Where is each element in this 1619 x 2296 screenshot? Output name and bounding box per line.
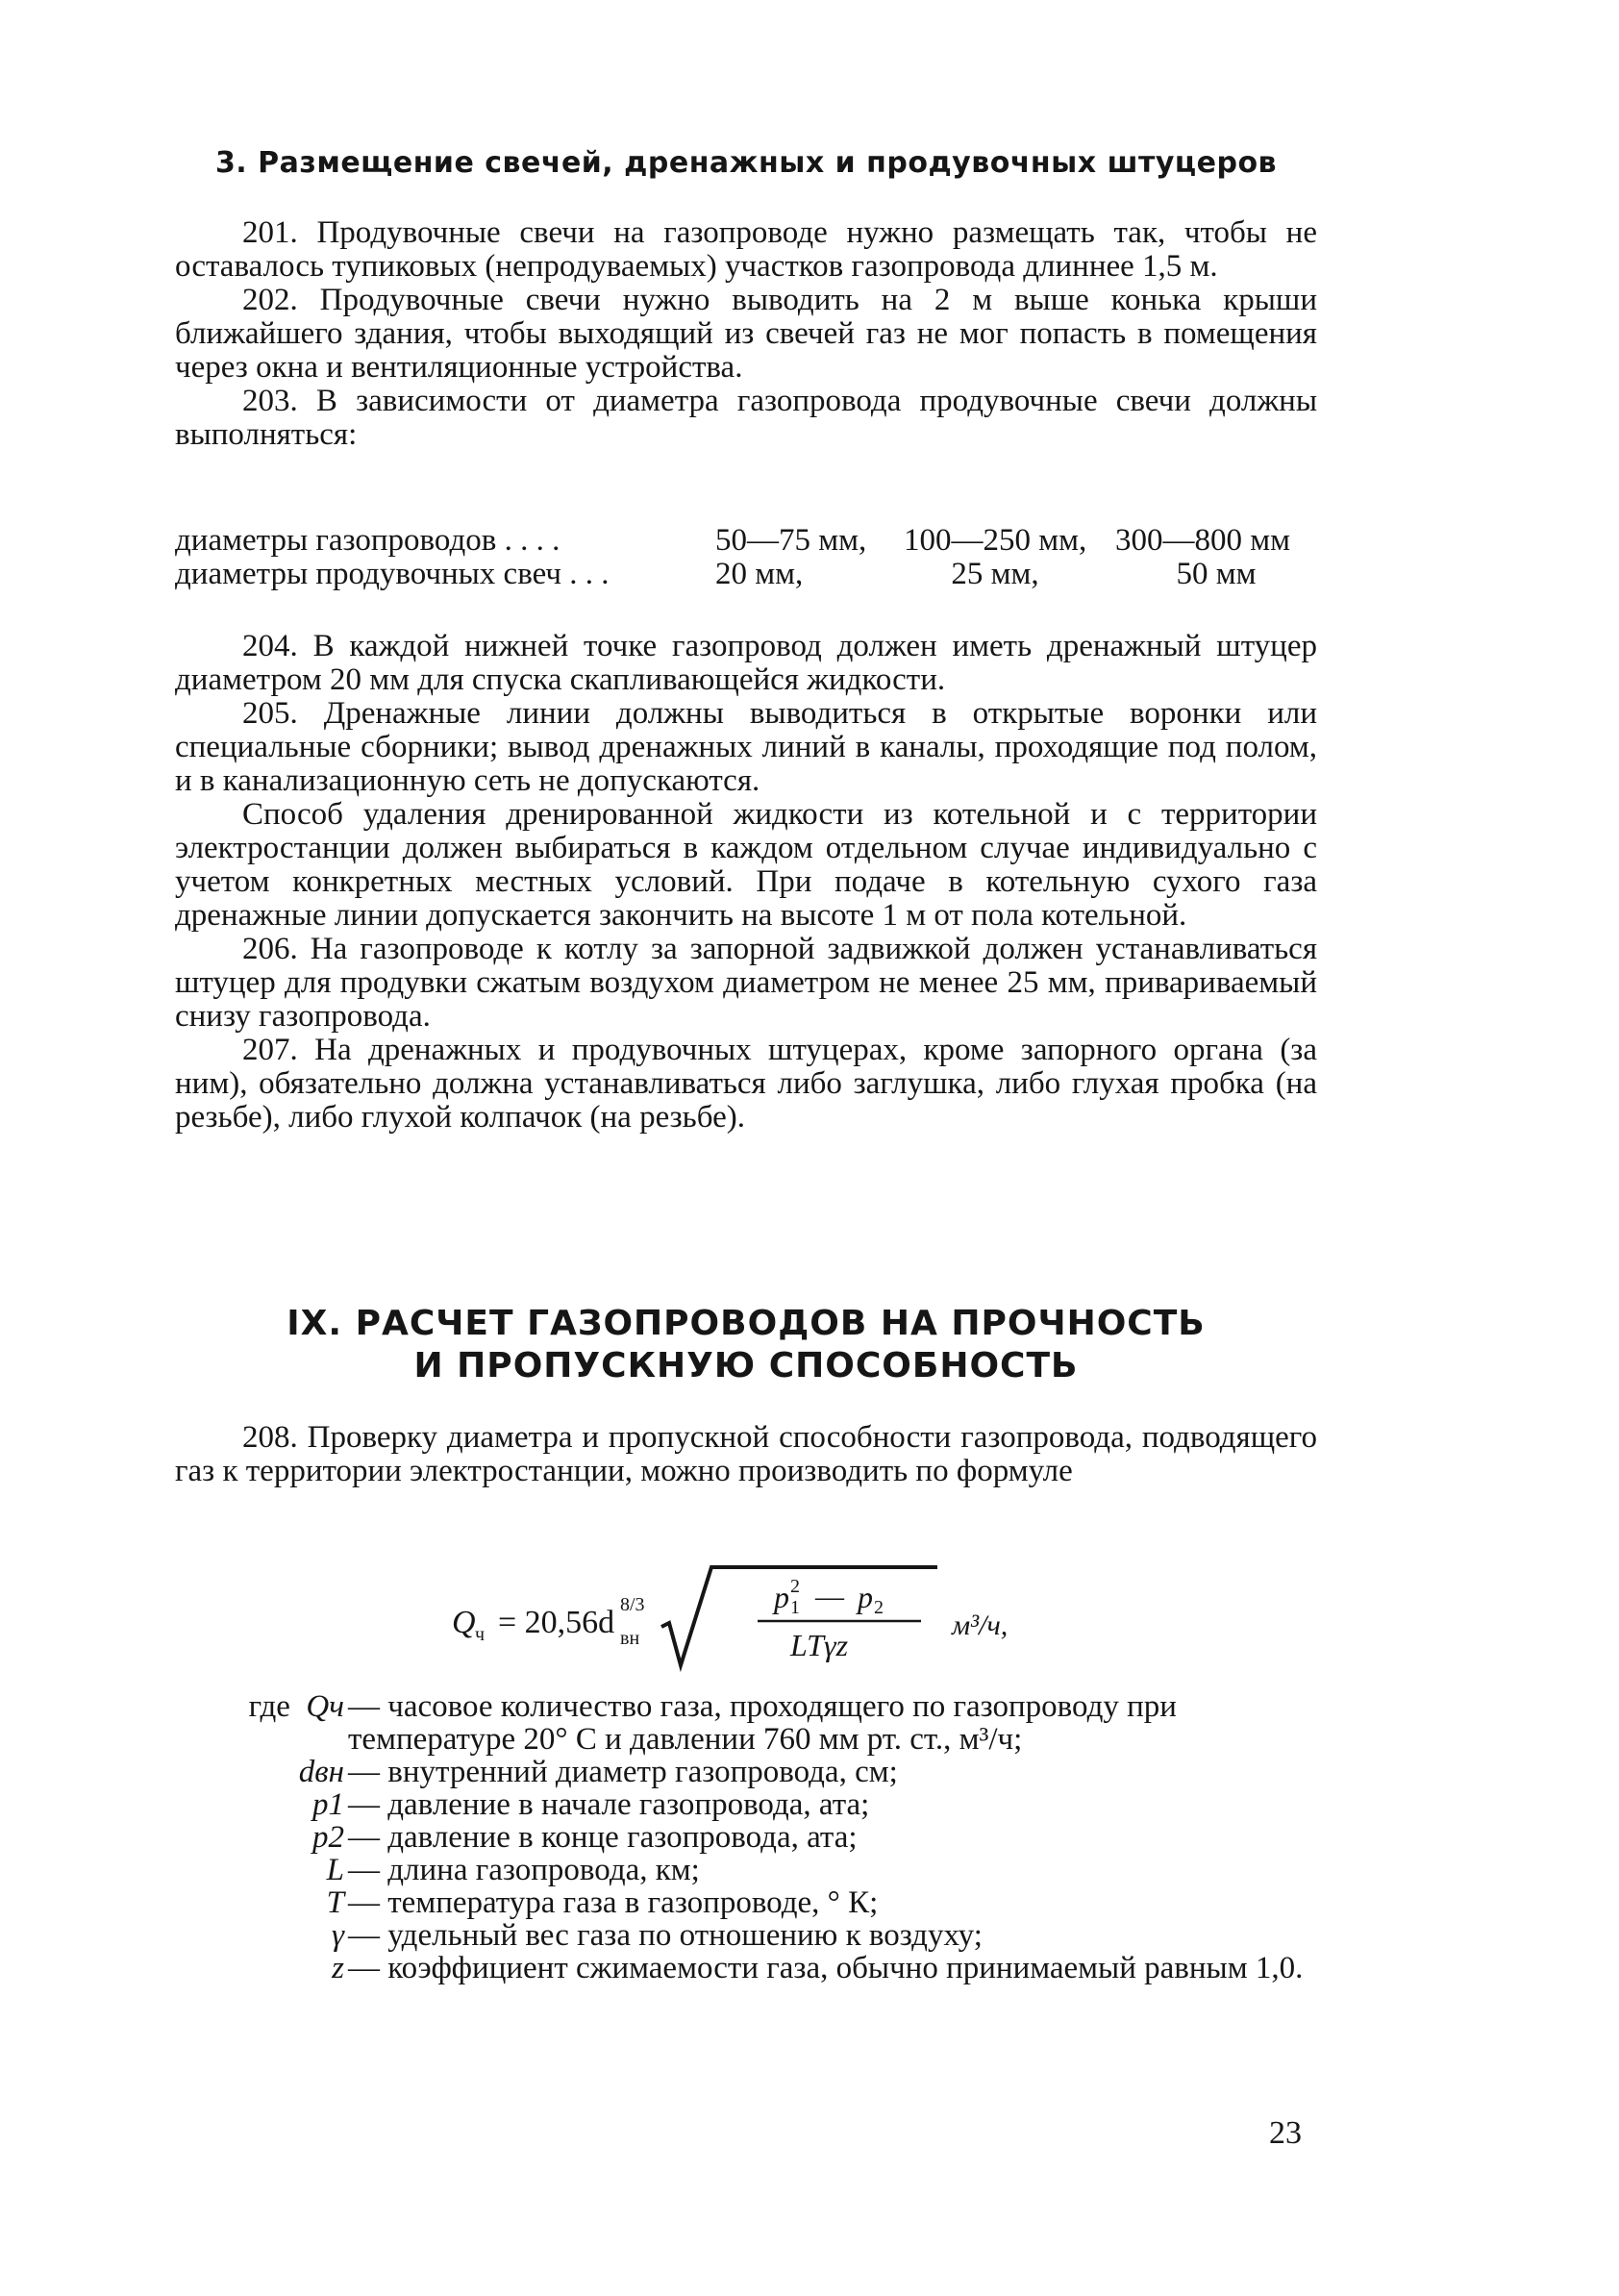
definition-text: — давление в конце газопровода, ата; xyxy=(348,1820,858,1855)
formula-lhs: Q xyxy=(452,1605,476,1640)
definition-symbol: L xyxy=(326,1853,344,1887)
definition-item xyxy=(175,1854,1317,1886)
definitions-list xyxy=(175,1690,1317,1984)
definition-symbol: z xyxy=(332,1951,344,1985)
denominator: LTγz xyxy=(790,1628,849,1662)
section-heading: 3. Размещение свечей, дренажных и продувочных штуцеров xyxy=(214,146,1278,180)
paragraph-206: 206. На газопроводе к котлу за запорной задвижкой должен устанавливаться штуцер для продувки сжатым воздухом диаметром не менее 25 мм, привариваемый снизу газопровода. xyxy=(175,932,1317,1034)
definition-text: — внутренний диаметр газопровода, см; xyxy=(348,1755,898,1789)
paragraphs-204-207 xyxy=(175,630,1317,1135)
paragraph-201: 201. Продувочные свечи на газопроводе нужно размещать так, чтобы не оставалось тупиковых (непродуваемых) участков газопровода длиннее 1,5 м. xyxy=(175,215,1317,284)
cell: 50 мм xyxy=(1176,557,1257,591)
cell: 50—75 мм, xyxy=(715,523,867,558)
cell: 300—800 мм xyxy=(1115,523,1291,558)
paragraph-207: 207. На дренажных и продувочных штуцерах, кроме запорного органа (за ним), обязательно должна устанавливаться либо заглушка, либо глухая пробка (на резьбе), либо глухой колпачок (на резьбе). xyxy=(175,1033,1317,1135)
row-label: диаметры продувочных свеч . . . xyxy=(175,557,610,591)
definition-symbol: Qч xyxy=(306,1689,344,1724)
definition-symbol: T xyxy=(326,1885,344,1920)
definition-symbol: dвн xyxy=(298,1755,344,1789)
definition-item xyxy=(175,1919,1317,1952)
formula-coefficient: = 20,56d xyxy=(498,1605,615,1640)
table-row xyxy=(175,558,1317,591)
cell: 25 мм, xyxy=(951,557,1039,591)
definition-item xyxy=(175,1690,1317,1756)
definition-text: — коэффициент сжимаемости газа, обычно принимаемый равным 1,0. xyxy=(348,1951,1304,1985)
paragraphs-201-203 xyxy=(175,216,1317,452)
definition-text: — давление в начале газопровода, ата; xyxy=(348,1787,870,1822)
numerator-p2-sub: 2 xyxy=(874,1597,884,1618)
definition-item xyxy=(175,1756,1317,1788)
page-number: 23 xyxy=(1269,2115,1302,2151)
paragraph-205-cont: Способ удаления дренированной жидкости из котельной и с территории электростанции должен выбираться в каждом отдельном случае индивидуально с учетом конкретных местных условий. При подаче в котельную сухого газа дренажные линии допускается закончить на высоте 1 м от пола котельной. xyxy=(175,797,1317,933)
paragraph-204: 204. В каждой нижней точке газопровод должен иметь дренажный штуцер диаметром 20 мм для спуска скапливающейся жидкости. xyxy=(175,629,1317,697)
formula-exponent: 8/3 xyxy=(620,1594,645,1615)
definition-text: — температура газа в газопроводе, ° К; xyxy=(348,1885,879,1920)
formula-unit: м³/ч, xyxy=(952,1610,1009,1641)
formula-lhs-sub: ч xyxy=(475,1624,486,1645)
numerator-p1: p xyxy=(774,1580,789,1614)
paragraph-203: 203. В зависимости от диаметра газопровода продувочные свечи должны выполняться: xyxy=(175,384,1317,452)
numerator-p1-sup: 2 xyxy=(790,1576,800,1597)
definition-text: — часовое количество газа, проходящего по газопроводу при температуре 20° С и давлении 760 мм рт. ст., м³/ч; xyxy=(348,1689,1177,1757)
paragraph-208: 208. Проверку диаметра и пропускной способности газопровода, подводящего газ к территории электростанции, можно производить по формуле xyxy=(175,1420,1317,1488)
flow-formula xyxy=(452,1558,1086,1673)
diameter-table xyxy=(175,524,1317,591)
paragraph-202: 202. Продувочные свечи нужно выводить на 2 м выше конька крыши ближайшего здания, чтобы выходящий из свечей газ не мог попасть в помещения через окна и вентиляционные устройства. xyxy=(175,283,1317,385)
definition-item xyxy=(175,1821,1317,1854)
definition-symbol: γ xyxy=(331,1918,344,1953)
definition-text: — удельный вес газа по отношению к воздуху; xyxy=(348,1918,983,1953)
definition-text: — длина газопровода, км; xyxy=(348,1853,700,1887)
numerator-p2: p xyxy=(858,1580,873,1614)
definition-item xyxy=(175,1886,1317,1919)
table-row xyxy=(175,524,1317,558)
cell: 20 мм, xyxy=(715,557,804,591)
formula-d-sub: вн xyxy=(620,1628,640,1649)
definition-item xyxy=(175,1952,1317,1984)
cell: 100—250 мм, xyxy=(904,523,1087,558)
definition-symbol: p2 xyxy=(312,1820,344,1855)
definition-item xyxy=(175,1788,1317,1821)
numerator-minus: — xyxy=(815,1581,844,1612)
chapter-heading-line1: IX. РАСЧЕТ ГАЗОПРОВОДОВ НА ПРОЧНОСТЬ xyxy=(286,1304,1206,1343)
paragraph-205: 205. Дренажные линии должны выводиться в открытые воронки или специальные сборники; вывод дренажных линий в каналы, проходящие под полом, и в канализационную сеть не допускаются. xyxy=(175,696,1317,798)
paragraph-208-block xyxy=(175,1421,1317,1488)
row-label: диаметры газопроводов . . . . xyxy=(175,523,560,558)
chapter-heading xyxy=(175,1303,1317,1387)
where-word: где xyxy=(248,1689,290,1724)
numerator-p1-sub: 1 xyxy=(790,1597,800,1618)
chapter-heading-line2: И ПРОПУСКНУЮ СПОСОБНОСТЬ xyxy=(413,1346,1079,1385)
definition-symbol: p1 xyxy=(312,1787,344,1822)
